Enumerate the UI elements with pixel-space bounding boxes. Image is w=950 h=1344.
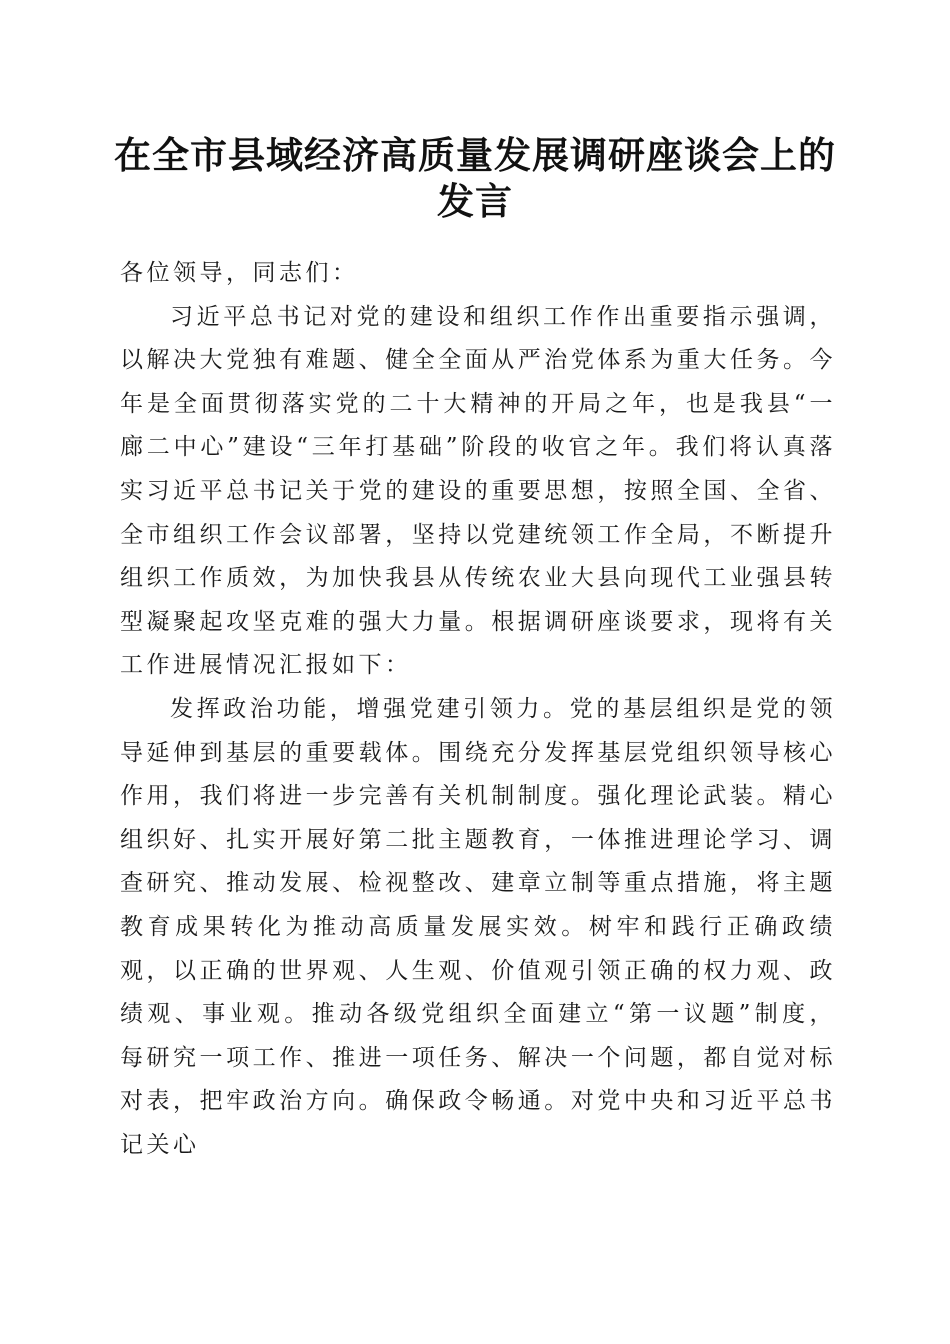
document-body <box>120 252 836 1167</box>
paragraph-political-function: 发挥政治功能，增强党建引领力。党的基层组织是党的领导延伸到基层的重要载体。围绕充分发挥基层党组织领导核心作用，我们将进一步完善有关机制制度。强化理论武装。精心组织好、扎实开展好第二批主题教育，一体推进理论学习、调查研究、推动发展、检视整改、建章立制等重点措施，将主题教育成果转化为推动高质量发展实效。树牢和践行正确政绩观，以正确的世界观、人生观、价值观引领正确的权力观、政绩观、事业观。推动各级党组织全面建立“第一议题”制度，每研究一项工作、推进一项任务、解决一个问题，都自觉对标对表，把牢政治方向。确保政令畅通。对党中央和习近平总书记关心 <box>120 695 836 1158</box>
paragraph-intro: 习近平总书记对党的建设和组织工作作出重要指示强调，以解决大党独有难题、健全全面从严治党体系为重大任务。今年是全面贯彻落实党的二十大精神的开局之年，也是我县“一廊二中心”建设“三年打基础”阶段的收官之年。我们将认真落实习近平总书记关于党的建设的重要思想，按照全国、全省、全市组织工作会议部署，坚持以党建统领工作全局，不断提升组织工作质效，为加快我县从传统农业大县向现代工业强县转型凝聚起攻坚克难的强大力量。根据调研座谈要求，现将有关工作进展情况汇报如下： <box>120 303 836 679</box>
document-title: 在全市县域经济高质量发展调研座谈会上的发言 <box>114 133 836 223</box>
salutation: 各位领导，同志们： <box>120 260 359 286</box>
